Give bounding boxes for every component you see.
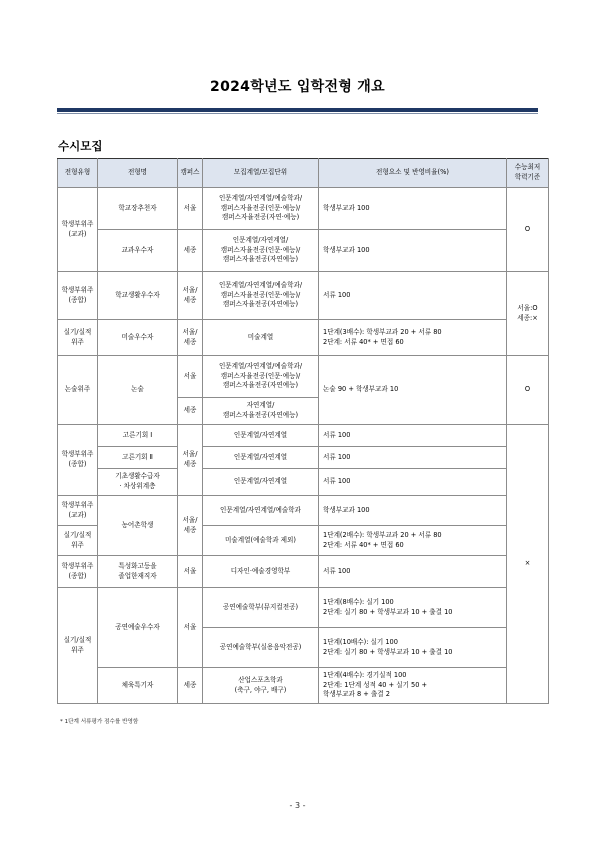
unit-cell: 미술계열 (203, 320, 319, 356)
unit-cell: 산업스포츠학과 (축구, 야구, 배구) (203, 668, 319, 704)
name-cell: 공연예술우수자 (98, 588, 178, 668)
unit-cell: 인문계열/자연계열 (203, 425, 319, 447)
element-cell: 1단계(8배수): 실기 100 2단계: 실기 80 + 학생부교과 10 + 출결 10 (319, 588, 507, 628)
element-cell: 1단계(3배수): 학생부교과 20 + 서류 80 2단계: 서류 40* + 면접 60 (319, 320, 507, 356)
campus-cell: 세종 (178, 230, 203, 272)
table-row (58, 320, 549, 356)
campus-cell: 서울 (178, 588, 203, 668)
element-cell: 1단계(2배수): 학생부교과 20 + 서류 80 2단계: 서류 40* + 면접 60 (319, 526, 507, 556)
type-cell: 실기/실적 위주 (58, 320, 98, 356)
campus-cell: 서울/ 세종 (178, 320, 203, 356)
type-cell: 논술위주 (58, 356, 98, 425)
name-cell: 특성화고등을 졸업한재직자 (98, 556, 178, 588)
footnote: * 1단계 서류평가 점수를 반영함 (60, 719, 139, 725)
element-cell: 서류 100 (319, 556, 507, 588)
header-cell: 전형유형 (58, 159, 98, 188)
table-row (58, 356, 549, 398)
header-cell: 전형요소 및 반영비율(%) (319, 159, 507, 188)
unit-cell: 미술계열(예술학과 제외) (203, 526, 319, 556)
title-bar (57, 108, 538, 112)
title-bar-thin (57, 113, 538, 114)
element-cell: 서류 100 (319, 447, 507, 469)
unit-cell: 자연계열/ 캠퍼스자율전공(자연예능) (203, 398, 319, 425)
header-cell: 캠퍼스 (178, 159, 203, 188)
name-cell: 학교생활우수자 (98, 272, 178, 320)
type-cell: 학생부위주 (교과) (58, 496, 98, 526)
page-number: - 3 - (289, 801, 306, 810)
unit-cell: 인문계열/자연계열/ 캠퍼스자율전공(인문·예능)/ 캠퍼스자율전공(자연예능) (203, 230, 319, 272)
type-cell: 실기/실적 위주 (58, 526, 98, 556)
element-cell: 학생부교과 100 (319, 496, 507, 526)
name-cell: 고른기회 Ⅱ (98, 447, 178, 469)
header-cell: 수능최저 학력기준 (507, 159, 549, 188)
table-row (58, 496, 549, 526)
unit-cell: 인문계열/자연계열/예술학과/ 캠퍼스자율전공(인문·예능)/ 캠퍼스자율전공(자연예능) (203, 272, 319, 320)
csat-cell: O (507, 356, 549, 425)
unit-cell: 공연예술학부(실용음악전공) (203, 628, 319, 668)
header-cell: 전형명 (98, 159, 178, 188)
campus-cell: 서울 (178, 356, 203, 398)
type-cell: 학생부위주 (종합) (58, 425, 98, 496)
campus-cell: 서울/ 세종 (178, 425, 203, 496)
type-cell: 실기/실적 위주 (58, 588, 98, 704)
name-cell: 고른기회 Ⅰ (98, 425, 178, 447)
name-cell: 미술우수자 (98, 320, 178, 356)
campus-cell: 서울 (178, 188, 203, 230)
element-cell: 학생부교과 100 (319, 188, 507, 230)
unit-cell: 인문계열/자연계열/예술학과 (203, 496, 319, 526)
table-row (58, 230, 549, 272)
type-cell: 학생부위주 (종합) (58, 272, 98, 320)
table-row (58, 272, 549, 320)
campus-cell: 서울/ 세종 (178, 272, 203, 320)
campus-cell: 세종 (178, 668, 203, 704)
unit-cell: 인문계열/자연계열/예술학과/ 캠퍼스자율전공(인문·예능)/ 캠퍼스자율전공(자연예능) (203, 356, 319, 398)
table-row (58, 447, 549, 469)
element-cell: 논술 90 + 학생부교과 10 (319, 356, 507, 425)
table-row (58, 668, 549, 704)
campus-cell: 세종 (178, 398, 203, 425)
type-cell: 학생부위주 (종합) (58, 556, 98, 588)
table-row (58, 469, 549, 496)
name-cell: 기초생활수급자 · 차상위계층 (98, 469, 178, 496)
element-cell: 1단계(10배수): 실기 100 2단계: 실기 80 + 학생부교과 10 + 출결 10 (319, 628, 507, 668)
table-row (58, 556, 549, 588)
element-cell: 서류 100 (319, 469, 507, 496)
page-title: 2024학년도 입학전형 개요 (210, 79, 385, 95)
element-cell: 1단계(4배수): 경기실적 100 2단계: 1단계 성적 40 + 실기 50 + 학생부교과 8 + 출결 2 (319, 668, 507, 704)
section-title: 수시모집 (58, 139, 103, 153)
name-cell: 체육특기자 (98, 668, 178, 704)
name-cell: 교과우수자 (98, 230, 178, 272)
unit-cell: 공연예술학부(뮤지컬전공) (203, 588, 319, 628)
table-row (58, 588, 549, 628)
name-cell: 학교장추천자 (98, 188, 178, 230)
csat-cell: × (507, 425, 549, 704)
element-cell: 서류 100 (319, 272, 507, 320)
unit-cell: 인문계열/자연계열 (203, 469, 319, 496)
table-row (58, 188, 549, 230)
element-cell: 학생부교과 100 (319, 230, 507, 272)
campus-cell: 서울/ 세종 (178, 496, 203, 556)
name-cell: 논술 (98, 356, 178, 425)
admission-table (57, 158, 549, 704)
name-cell: 농어촌학생 (98, 496, 178, 556)
unit-cell: 인문계열/자연계열 (203, 447, 319, 469)
csat-cell: O (507, 188, 549, 272)
table-row (58, 425, 549, 447)
header-cell: 모집계열/모집단위 (203, 159, 319, 188)
unit-cell: 인문계열/자연계열/예술학과/ 캠퍼스자율전공(인문·예능)/ 캠퍼스자율전공(자연·예능) (203, 188, 319, 230)
table-header-row (58, 159, 549, 188)
element-cell: 서류 100 (319, 425, 507, 447)
campus-cell: 서울 (178, 556, 203, 588)
csat-cell: 서울:O 세종:× (507, 272, 549, 356)
unit-cell: 디자인·예술경영학부 (203, 556, 319, 588)
type-cell: 학생부위주 (교과) (58, 188, 98, 272)
